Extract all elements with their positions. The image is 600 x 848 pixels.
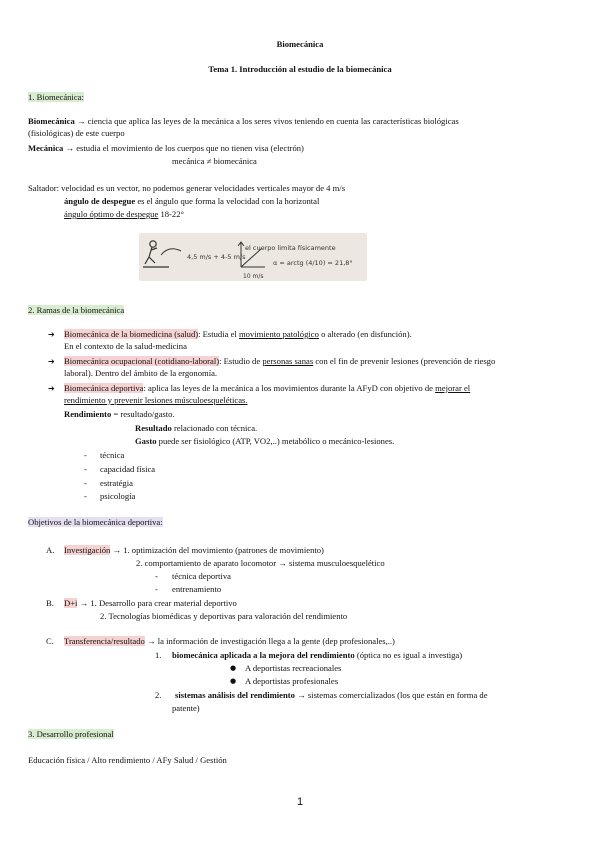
- sketch-speed-label: 4,5 m/s + 4-5 m/s: [187, 253, 246, 261]
- branch-deportiva-cont: rendimiento y prevenir lesiones músculoesqueléticas.: [64, 395, 248, 405]
- sketch-base-label: 10 m/s: [243, 273, 264, 280]
- arrow-bullet-icon: ➔: [48, 384, 55, 393]
- rendimiento-line: Rendimiento = resultado/gasto.: [64, 409, 175, 419]
- section2-heading: 2. Ramas de la biomecánica: [28, 305, 125, 315]
- section3-text: Educación física / Alto rendimiento / AFy Salud / Gestión: [28, 755, 227, 765]
- dash-bullet: -: [84, 478, 87, 488]
- objective-c2: sistemas análisis del rendimiento → sistemas comercializados (los que están en forma de: [175, 690, 488, 700]
- objective-c1-sub: A deportistas recreacionales: [245, 663, 342, 673]
- objective-c-letter: C.: [46, 636, 54, 646]
- mecanica-note: mecánica ≠ biomecánica: [172, 156, 257, 166]
- sketch-limit-label: el cuerpo limita físicamente: [245, 244, 336, 252]
- objective-c: Transferencia/resultado → la información de investigación llega a la gente (dep profesionales,..): [64, 636, 395, 646]
- gasto-line: Gasto puede ser fisiológico (ATP, VO2,..) metabólico o mecánico-lesiones.: [135, 436, 395, 446]
- dash-bullet: -: [84, 491, 87, 501]
- jumper-line: Saltador: velocidad es un vector, no podemos generar velocidades verticales mayor de 4 m/s: [28, 183, 346, 193]
- objective-a-sub: entrenamiento: [172, 584, 222, 594]
- dash-bullet: -: [155, 571, 158, 581]
- factor-item: capacidad física: [100, 464, 156, 474]
- factor-item: técnica: [100, 450, 125, 460]
- stick-figure-icon: [143, 241, 169, 267]
- dash-bullet: -: [84, 450, 87, 460]
- page-number: 1: [296, 796, 304, 808]
- definition-biomecanica: Biomecánica → ciencia que aplica las leyes de la mecánica a los seres vivos teniendo en cuenta las características biológicas: [28, 116, 459, 126]
- jump-sketch-drawing: [139, 233, 367, 281]
- objective-b-letter: B.: [46, 598, 54, 608]
- branch-ocupacional-cont: laboral). Dentro del ámbito de la ergonomía.: [64, 368, 218, 378]
- section3-heading: 3. Desarrollo profesional: [28, 729, 114, 739]
- document-subtitle: Tema 1. Introducción al estudio de la biomecánica: [208, 64, 392, 74]
- objective-c1-sub: A deportistas profesionales: [245, 676, 339, 686]
- objective-c1: biomecánica aplicada a la mejora del rendimiento (óptica no es igual a investiga): [172, 650, 463, 660]
- flight-arc: [161, 249, 181, 255]
- objective-a-item2: 2. comportamiento de aparato locomotor → sistema musculoesquelético: [136, 558, 385, 568]
- definition-biomecanica-cont: (fisiológicas) de este cuerpo: [28, 128, 125, 138]
- objective-c2-num: 2.: [155, 690, 162, 700]
- objectives-heading: Objetivos de la biomecánica deportiva:: [28, 517, 163, 527]
- bullet-dot-icon: ●: [230, 677, 237, 685]
- factor-item: psicología: [100, 491, 136, 501]
- sketch-formula-label: α = arctg (4/10) = 21,8°: [273, 259, 353, 267]
- definition-mecanica: Mecánica → estudia el movimiento de los cuerpos que no tienen visa (electrón): [28, 143, 304, 153]
- optimal-angle: ángulo óptimo de despegue 18-22°: [64, 209, 184, 219]
- objective-c2-cont: patente): [172, 703, 200, 713]
- resultado-line: Resultado relacionado con técnica.: [135, 423, 258, 433]
- document-title: Biomecánica: [276, 39, 324, 49]
- section1-heading: 1. Biomecánica:: [28, 92, 84, 102]
- objective-a-letter: A.: [46, 545, 55, 555]
- branch-biomedicina-cont: En el contexto de la salud-medicina: [64, 341, 187, 351]
- objective-b: D+i → 1. Desarrollo para crear material deportivo: [64, 598, 237, 608]
- dash-bullet: -: [84, 464, 87, 474]
- objective-a: Investigación → 1. optimización del movimiento (patrones de movimiento): [64, 545, 324, 555]
- arrow-bullet-icon: ➔: [48, 357, 55, 366]
- dash-bullet: -: [155, 584, 158, 594]
- objective-c1-num: 1.: [155, 650, 162, 660]
- jump-sketch-photo: [139, 233, 367, 281]
- bullet-dot-icon: ●: [230, 664, 237, 672]
- objective-a-sub: técnica deportiva: [172, 571, 231, 581]
- arrow-bullet-icon: ➔: [48, 330, 55, 339]
- branch-deportiva: Biomecánica deportiva: aplica las leyes de la mecánica a los movimientos durante la AFyD con objetivo de mejorar el: [64, 383, 471, 393]
- factor-item: estratégia: [100, 478, 133, 488]
- objective-b-item2: 2. Tecnologías biomédicas y deportivas para valoración del rendimiento: [100, 611, 348, 621]
- branch-ocupacional: Biomecánica ocupacional (cotidiano-laboral): Estudio de personas sanas con el fin de prevenir lesiones (prevención de riesgo: [64, 356, 496, 366]
- branch-biomedicina: Biomecánica de la biomedicina (salud): Estudia el movimiento patológico o alterado (en disfunción).: [64, 329, 412, 339]
- takeoff-angle: ángulo de despegue es el ángulo que forma la velocidad con la horizontal: [64, 196, 320, 206]
